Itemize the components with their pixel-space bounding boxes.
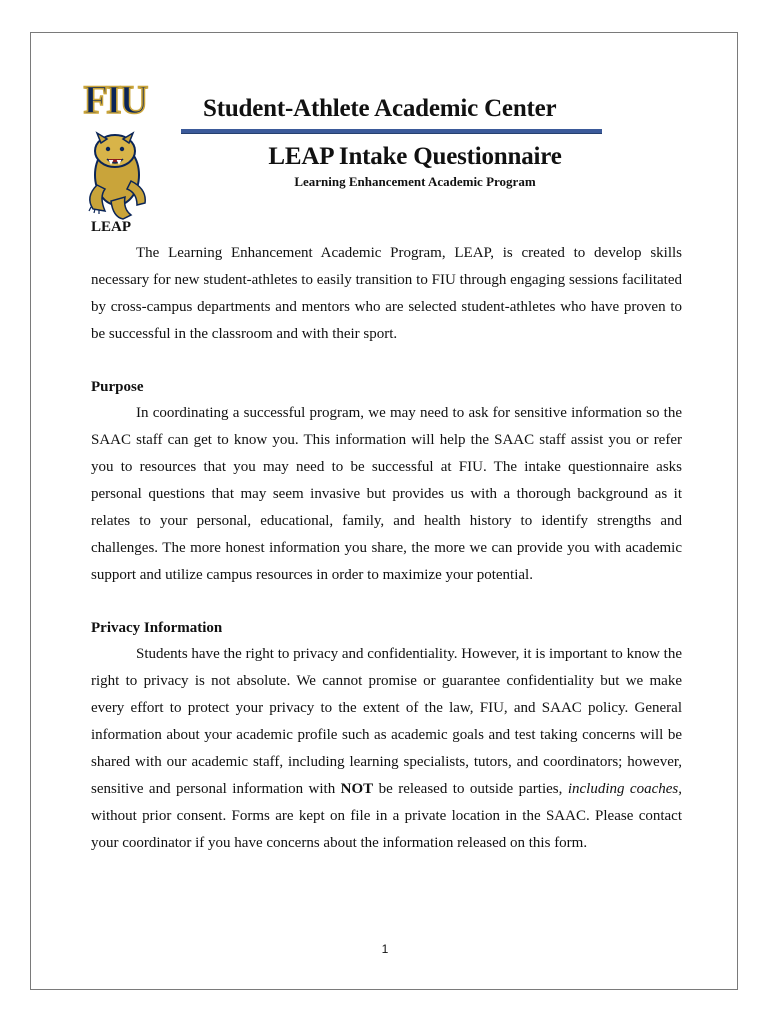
section-heading: LEAP bbox=[91, 219, 132, 235]
privacy-text-italic: including coaches bbox=[567, 781, 679, 797]
section-body: In coordinating a successful program, we may need to ask for sensitive information so the SAAC staff can get to know you. This information will help the SAAC staff assist you or refer you to resources that you may need to be successful at FIU. The intake questionnaire asks personal questions that may seem invasive but provides us with a thorough background as it relates to your personal, educational, family, and health history to identify strengths and challenges. The more honest information you share, the more we can provide you with academic support and utilize campus resources in order to maximize your potential. bbox=[91, 405, 682, 583]
section-body: The Learning Enhancement Academic Program, LEAP, is created to develop skills necessary for new student-athletes to easily transition to FIU through engaging sessions facilitated by cross-campus departments and mentors who are selected student-athletes who have proven to be successful in the classroom and with their sport. bbox=[91, 245, 682, 342]
page-number: 1 bbox=[381, 942, 389, 956]
section-leap bbox=[91, 219, 682, 348]
section-privacy bbox=[91, 620, 682, 857]
program-subtitle: Learning Enhancement Academic Program bbox=[294, 174, 536, 189]
section-body bbox=[91, 641, 682, 857]
section-heading: Privacy Information bbox=[91, 620, 223, 636]
privacy-text-part2: be released to outside parties, bbox=[373, 781, 568, 797]
privacy-text-bold: NOT bbox=[340, 781, 374, 797]
section-heading: Purpose bbox=[91, 379, 144, 395]
section-purpose bbox=[91, 379, 682, 589]
svg-text:FIU: FIU bbox=[83, 77, 147, 122]
form-title: LEAP Intake Questionnaire bbox=[268, 143, 562, 170]
fiu-letters bbox=[71, 77, 159, 122]
document-page bbox=[30, 32, 738, 990]
center-name-heading: Student-Athlete Academic Center bbox=[203, 95, 557, 122]
header-divider bbox=[181, 129, 602, 134]
privacy-text-part1: Students have the right to privacy and confidentiality. However, it is important to know the right to privacy is not absolute. We cannot promise or guarantee confidentiality but we make every effort to protect your privacy to the extent of the law, FIU, and SAAC policy. General information about your academic profile such as academic goals and test taking concerns will be shared with our academic staff, including learning specialists, tutors, and coordinators; however, sensitive and personal information with bbox=[91, 646, 682, 797]
privacy-text-part3: , without prior consent. Forms are kept on file in a private location in the SAAC. Please contact your coordinator if you have concerns about the information released on this form. bbox=[91, 781, 682, 851]
